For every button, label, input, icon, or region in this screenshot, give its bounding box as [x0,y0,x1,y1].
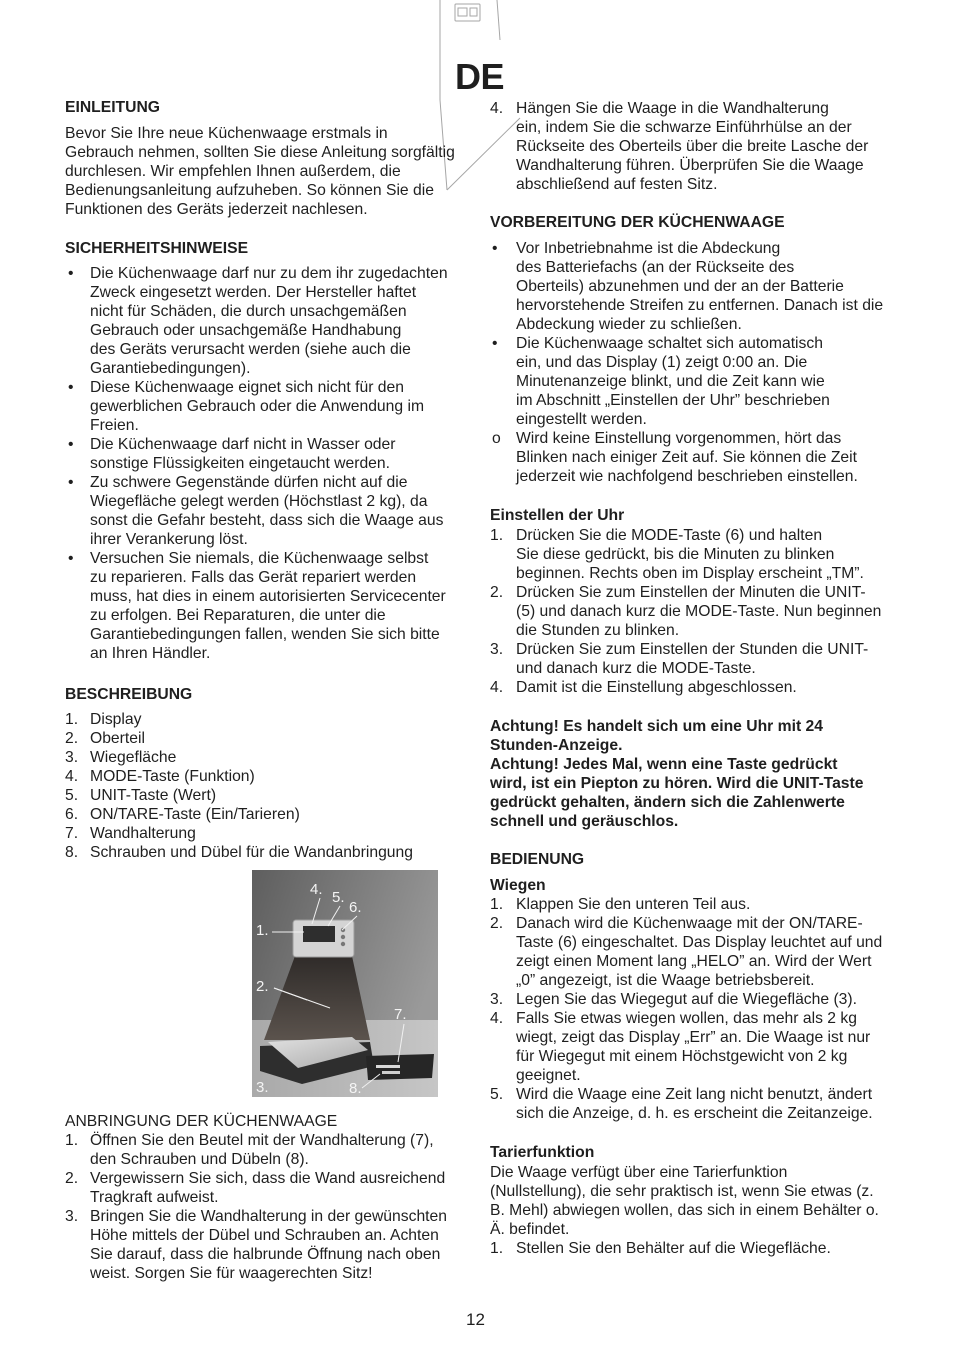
number-marker: 4. [65,767,79,785]
list-item [490,334,883,429]
number-marker: 3. [490,990,504,1008]
list-item [490,990,882,1009]
number-marker: 3. [65,748,79,766]
list-item [490,239,883,334]
product-photo [252,870,438,1097]
list-item-text: Wandhalterung [90,824,196,842]
list-item [65,473,448,549]
figure-label: 5. [332,889,345,906]
list-item [490,1009,882,1085]
list-item [490,1085,882,1123]
list-item [65,805,413,824]
list-item-text: MODE-Taste (Funktion) [90,767,255,785]
list-item-text: Wird die Waage eine Zeit lang nicht benutzt, ändert sich die Anzeige, d. h. es erscheint die Zeitanzeige. [516,1085,873,1122]
list-item-text: UNIT-Taste (Wert) [90,786,217,804]
bullet-marker: • [68,264,74,282]
tare-paragraph: Die Waage verfügt über eine Tarierfunktion (Nullstellung), die sehr praktisch ist, wenn Sie etwas (z. B. Mehl) abwiegen wollen, das sich in einem Behälter o. Ä. befindet. [490,1163,879,1238]
weighing-steps-list [490,895,882,1123]
list-item [65,264,448,378]
mounting-list-continued [490,99,868,194]
section-heading-mounting: ANBRINGUNG DER KÜCHENWAAGE [65,1112,338,1130]
figure-label: 4. [310,881,323,898]
bullet-marker: • [492,334,498,352]
list-item [65,729,413,748]
list-item-text: Display [90,710,142,728]
bullet-marker: • [68,378,74,396]
list-item-text: Bringen Sie die Wandhalterung in der gewünschten Höhe mittels der Dübel und Schrauben an. Achten Sie darauf, dass die halbrunde Öffnung nach oben weist. Sorgen Sie für waagerechten Sitz! [90,1207,447,1282]
list-item [65,1207,447,1283]
list-item-text: Hängen Sie die Waage in die Wandhalterung ein, indem Sie die schwarze Einführhülse an der Rückseite des Oberteils über die breite Lasche der Wandhalterung führen. Überprüfen Sie die Waage abschließend auf festen Sitz. [516,99,869,193]
list-item-text: Legen Sie das Wiegegut auf die Wiegefläche (3). [516,990,857,1008]
list-item-text: Versuchen Sie niemals, die Küchenwaage selbst zu reparieren. Falls das Gerät repariert werden muss, hat dies in einem autorisierten Servicecenter zu erfolgen. Bei Reparaturen, die unter die Garantiebedingungen fallen, wenden Sie sich bitte an Ihren Händler. [90,549,446,662]
figure-label: 8. [349,1080,362,1097]
figure-label: 7. [394,1006,407,1023]
number-marker: 4. [490,99,504,117]
number-marker: 1. [65,710,79,728]
list-item [65,767,413,786]
number-marker: 3. [490,640,504,658]
list-item-text: Die Küchenwaage darf nicht in Wasser oder sonstige Flüssigkeiten eingetaucht werden. [90,435,396,472]
number-marker: 1. [490,895,504,913]
list-item [65,824,413,843]
list-item-text: Drücken Sie die MODE-Taste (6) und halten Sie diese gedrückt, bis die Minuten zu blinken beginnen. Rechts oben im Display erscheint „TM”. [516,526,864,582]
figure-label: 2. [256,978,269,995]
list-item-text: Diese Küchenwaage eignet sich nicht für den gewerblichen Gebrauch oder die Anwendung im Freien. [90,378,425,434]
list-item-text: Wiegefläche [90,748,177,766]
list-item-text: Stellen Sie den Behälter auf die Wiegefläche. [516,1239,831,1257]
number-marker: 2. [490,914,504,932]
bullet-marker: • [492,239,498,257]
tare-steps-list [490,1239,831,1258]
list-item [490,895,882,914]
number-marker: 3. [65,1207,79,1225]
bullet-marker: • [68,473,74,491]
parts-list [65,710,413,862]
list-item-text: Die Küchenwaage darf nur zu dem ihr zugedachten Zweck eingesetzt werden. Der Hersteller haftet nicht für Schäden, die durch unsachgemäßen Gebrauch oder unsachgemäße Handhabung des Geräts verursacht werden (siehe auch die Garantiebedingungen). [90,264,448,377]
list-item-text: Falls Sie etwas wiegen wollen, das mehr als 2 kg wiegt, zeigt das Display „Err” an. Die Waage ist nur für Wiegegut mit einem Höchstgewicht von 2 kg geeignet. [516,1009,871,1084]
number-marker: 2. [65,1169,79,1187]
clock-steps-list [490,526,881,697]
list-item [65,1169,447,1207]
list-item [490,640,881,678]
list-item [490,429,883,486]
list-item [490,1239,831,1258]
bullet-marker: o [492,429,501,447]
figure-label: 1. [256,922,269,939]
list-item [490,526,881,583]
section-heading-safety: SICHERHEITSHINWEISE [65,239,249,257]
mounting-list [65,1131,447,1283]
number-marker: 1. [490,1239,504,1257]
list-item-text: Vor Inbetriebnahme ist die Abdeckung des Batteriefachs (an der Rückseite des Oberteils) abzunehmen und der an der Batterie hervorstehende Streifen zu entfernen. Danach ist die Abdeckung wieder zu schließen. [516,239,884,333]
list-item [65,378,448,435]
list-item-text: ON/TARE-Taste (Ein/Tarieren) [90,805,300,823]
list-item-text: Die Küchenwaage schaltet sich automatisch ein, und das Display (1) zeigt 0:00 an. Die Minutenanzeige blinkt, und die Zeit kann wie im Abschnitt „Einstellen der Uhr” beschrieben eingestellt werden. [516,334,830,428]
warning-note: Achtung! Es handelt sich um eine Uhr mit 24 Stunden-Anzeige. Achtung! Jedes Mal, wenn eine Taste gedrückt wird, ist ein Piepton zu hören. Wird die UNIT-Taste gedrückt gehalten, ändern sich die Zahlenwerte schnell und geräuschlos. [490,717,864,830]
list-item [65,1131,447,1169]
page-number: 12 [466,1310,485,1329]
list-item-text: Klappen Sie den unteren Teil aus. [516,895,751,913]
list-item-text: Öffnen Sie den Beutel mit der Wandhalterung (7), den Schrauben und Dübeln (8). [90,1131,434,1168]
list-item [65,843,413,862]
subheading-clock-setting: Einstellen der Uhr [490,506,625,524]
list-item [65,748,413,767]
subheading-weighing: Wiegen [490,876,546,894]
list-item-text: Wird keine Einstellung vorgenommen, hört das Blinken nach einiger Zeit auf. Sie können die Zeit jederzeit wie nachfolgend beschrieben einstellen. [516,429,858,485]
list-item-text: Vergewissern Sie sich, dass die Wand ausreichend Tragkraft aufweist. [90,1169,446,1206]
number-marker: 4. [490,678,504,696]
list-item [65,710,413,729]
subheading-tare: Tarierfunktion [490,1143,595,1161]
section-heading-intro: EINLEITUNG [65,98,160,116]
figure-label: 3. [256,1079,269,1096]
intro-paragraph: Bevor Sie Ihre neue Küchenwaage erstmals in Gebrauch nehmen, sollten Sie diese Anleitung sorgfältig durchlesen. Wir empfehlen Ihnen außerdem, die Bedienungsanleitung aufzuheben. So können Sie die Funktionen des Geräts jederzeit nachlesen. [65,124,455,218]
number-marker: 1. [490,526,504,544]
list-item-text: Danach wird die Küchenwaage mit der ON/TARE- Taste (6) eingeschaltet. Das Display leuchtet auf und zeigt einen Moment lang „HELO” an. Wird der Wert „0” angezeigt, ist die Waage betriebsbereit. [516,914,883,989]
preparation-list [490,239,883,486]
list-item [65,786,413,805]
section-heading-preparation: VORBEREITUNG DER KÜCHENWAAGE [490,213,785,231]
safety-list [65,264,448,663]
list-item-text: Oberteil [90,729,145,747]
number-marker: 4. [490,1009,504,1027]
list-item [490,914,882,990]
list-item [490,99,868,194]
list-item-text: Zu schwere Gegenstände dürfen nicht auf die Wiegefläche gelegt werden (Höchstlast 2 kg), da sonst die Gefahr besteht, dass sich die Waage aus ihrer Verankerung löst. [90,473,444,548]
bullet-marker: • [68,435,74,453]
list-item-text: Damit ist die Einstellung abgeschlossen. [516,678,797,696]
list-item-text: Drücken Sie zum Einstellen der Minuten die UNIT- (5) und danach kurz die MODE-Taste. Nun beginnen die Stunden zu blinken. [516,583,882,639]
number-marker: 6. [65,805,79,823]
list-item [490,678,881,697]
list-item [65,549,448,663]
list-item [65,435,448,473]
number-marker: 2. [490,583,504,601]
language-tag: DE [455,56,505,97]
number-marker: 8. [65,843,79,861]
section-heading-description: BESCHREIBUNG [65,685,193,703]
number-marker: 5. [490,1085,504,1103]
bullet-marker: • [68,549,74,567]
list-item [490,583,881,640]
list-item-text: Schrauben und Dübel für die Wandanbringung [90,843,413,861]
number-marker: 1. [65,1131,79,1149]
number-marker: 5. [65,786,79,804]
section-heading-operation: BEDIENUNG [490,850,585,868]
number-marker: 2. [65,729,79,747]
number-marker: 7. [65,824,79,842]
figure-label: 6. [349,899,362,916]
list-item-text: Drücken Sie zum Einstellen der Stunden die UNIT- und danach kurz die MODE-Taste. [516,640,869,677]
